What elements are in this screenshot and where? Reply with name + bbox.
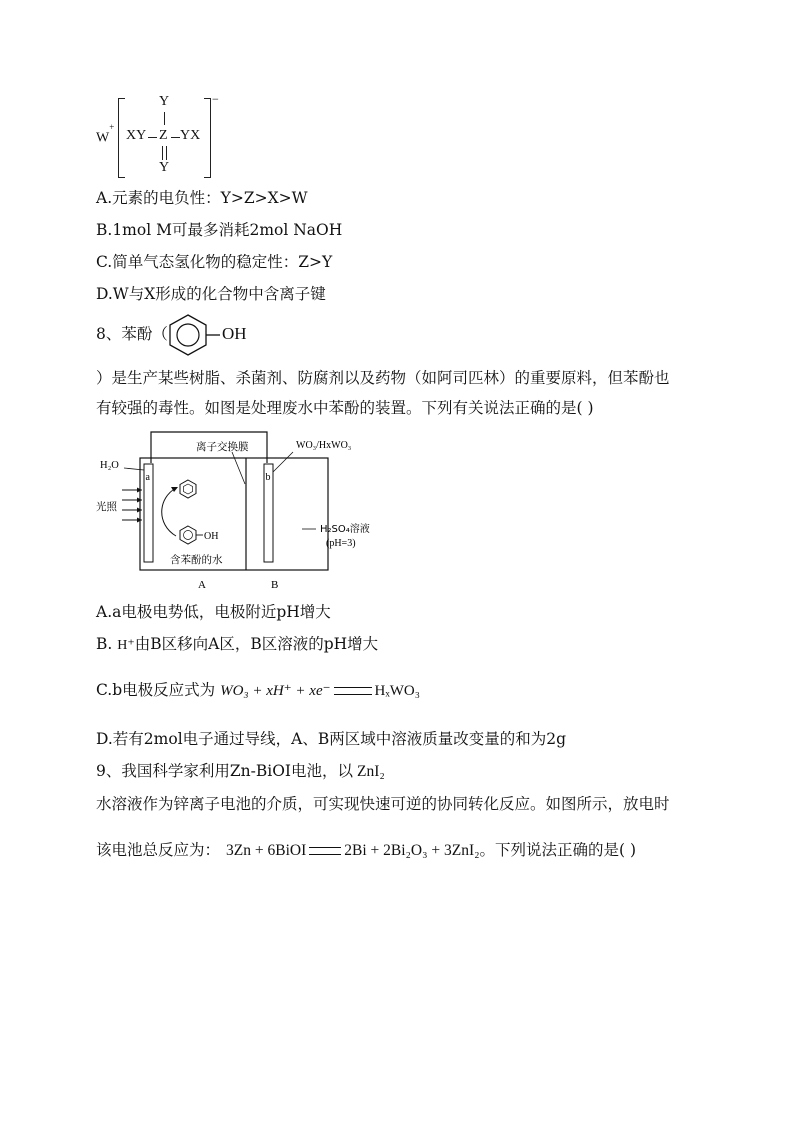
q8-option-b [96,634,378,656]
left-bond [148,137,157,138]
q8-option-c-prefix: C.b电极反应式为 [96,681,221,699]
eq-left: 3Zn + 6BiOI [226,842,307,859]
q7-option-d: D.W与X形成的化合物中含离子键 [96,285,326,303]
double-bond-1 [162,146,163,160]
q9-stem-line1 [96,761,385,782]
q8-stem-prefix: 8、苯酚（ [96,325,168,343]
phenol-oh-label: OH [204,531,219,542]
q9-line1-prefix: 9、我国科学家利用Zn-BiOI电池，以 [96,762,354,780]
right-bracket [204,98,211,178]
membrane-label: 离子交换膜 [196,441,249,453]
zni2-formula: ZnI₂ [357,763,385,780]
phenol-oh-label: OH [222,324,247,343]
c-formula-right: HₓWO₃ [374,683,420,699]
zone-a-label: A [198,579,206,591]
q8-option-b-prefix: B. [96,635,118,653]
right-bond [171,137,180,138]
q7-option-a: A.元素的电负性：Y>Z>X>W [96,189,308,207]
equality-sign [334,687,372,695]
q9-stem-line2: 水溶液作为锌离子电池的介质，可实现快速可逆的协同转化反应。如图所示，放电时 [96,795,670,813]
q9-line3-prefix: 该电池总反应为： [96,841,221,859]
center-atom: Z [159,128,168,143]
q9-line3-suffix: 。下列说法正确的是( ) [479,841,637,859]
q8-option-d: D.若有2mol电子通过导线，A、B两区域中溶液质量改变量的和为2g [96,730,567,748]
zone-b-label: B [271,579,279,591]
light-label: 光照 [96,501,117,513]
ph-label: (pH=3) [326,538,356,549]
left-group: XY [126,128,147,143]
q8-stem-line1: ）是生产某些树脂、杀菌剂、防腐剂以及药物（如阿司匹林）的重要原料，但苯酚也 [96,369,670,387]
top-bond [164,112,165,125]
q8-option-c [96,680,420,701]
bracket-charge: − [212,92,219,106]
cation-w: W+ [96,122,115,146]
water-label: H₂O [100,460,119,471]
electrode-b-material-label: WO₃/HxWO₃ [296,440,352,451]
c-formula-left: WO₃ + xH⁺ + xe⁻ [220,683,331,699]
eq-sign [309,847,341,855]
double-bond-2 [166,146,167,160]
q8-option-b-rest: 由B区移向A区，B区溶液的pH增大 [134,635,379,653]
q7-option-c: C.简单气态氢化物的稳定性：Z>Y [96,253,333,271]
solution-label: H₂SO₄溶液 [320,524,370,535]
left-bracket [118,98,125,178]
q7-option-b: B.1mol M可最多消耗2mol NaOH [96,221,343,239]
wastewater-label: 含苯酚的水 [170,554,223,566]
eq-right: 2Bi + 2Bi₂O₃ + 3ZnI₂ [344,842,480,859]
q8-stem-line2: 有较强的毒性。如图是处理废水中苯酚的装置。下列有关说法正确的是( ) [96,399,594,417]
electrode-b-label: b [265,472,271,483]
electrode-a-label: a [145,472,150,483]
q9-stem-line3 [96,840,636,861]
q8-option-a: A.a电极电势低，电极附近pH增大 [96,603,331,621]
bottom-atom: Y [159,160,170,175]
hydrogen-ion: H⁺ [117,638,135,653]
phenol-treatment-apparatus [90,428,410,594]
top-atom: Y [159,94,170,109]
structure-diagram [96,92,236,182]
right-group: YX [180,128,201,143]
